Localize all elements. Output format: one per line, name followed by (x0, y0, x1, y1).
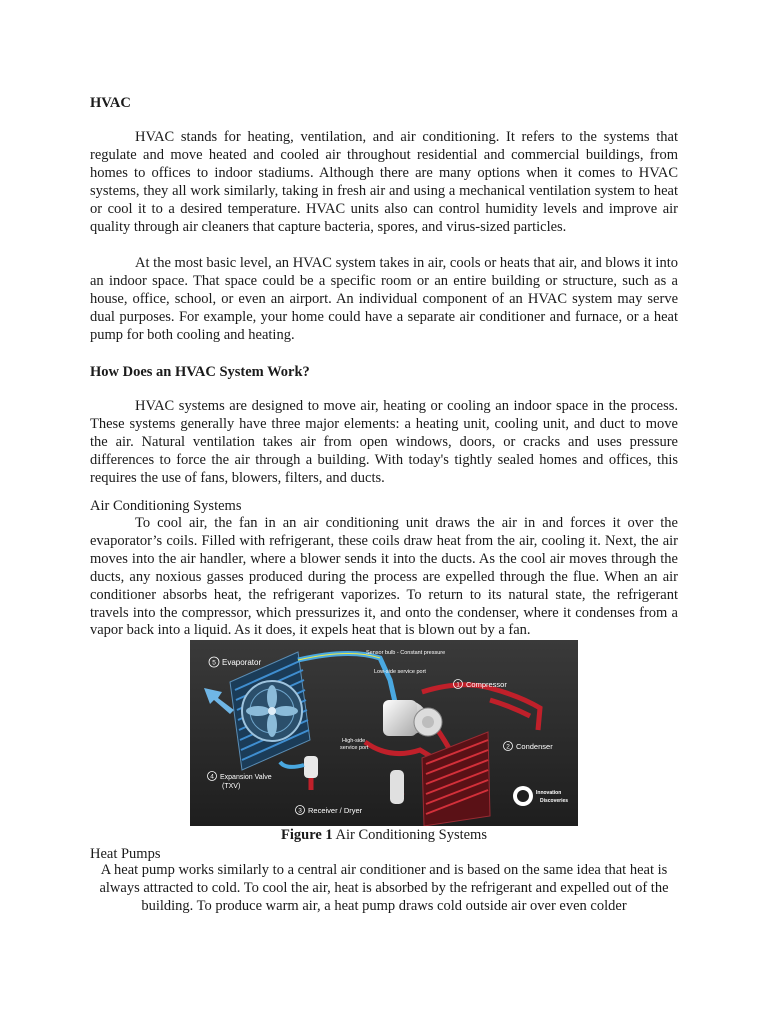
lowside-label: Low-side service port (374, 669, 426, 675)
highside-label-2: service port (340, 745, 369, 751)
svg-text:Innovation: Innovation (536, 790, 562, 796)
figure-caption (90, 826, 678, 844)
heat-pumps-heading: Heat Pumps (90, 846, 161, 862)
svg-text:Expansion Valve: Expansion Valve (220, 774, 272, 781)
svg-text:Discoveries: Discoveries (540, 798, 569, 804)
svg-text:4: 4 (210, 773, 214, 781)
receiver-dryer (390, 770, 404, 804)
svg-text:1: 1 (456, 681, 460, 689)
svg-text:5: 5 (212, 659, 216, 667)
svg-text:(TXV): (TXV) (222, 783, 241, 790)
svg-text:Receiver / Dryer: Receiver / Dryer (308, 806, 363, 815)
ac-system-diagram (190, 640, 578, 826)
figure-caption-text: Air Conditioning Systems (332, 827, 487, 843)
svg-text:3: 3 (298, 807, 302, 815)
section-paragraph-1: HVAC systems are designed to move air, heating or cooling an indoor space in the process. These systems generally have three major elements: a heating unit, cooling unit, and duct to move the air. Natural ventilation takes air from open windows, doors, or cracks and uses pressure differences to force the air through a building. With today's tightly sealed homes and offices, this requires the use of fans, blowers, filters, and ducts. (90, 398, 678, 486)
sensor-label: Sensor bulb - Constant pressure (366, 650, 446, 656)
svg-text:Compressor: Compressor (466, 680, 507, 689)
svg-text:Condenser: Condenser (516, 742, 553, 751)
figure-caption-label: Figure 1 (281, 827, 333, 843)
svg-text:2: 2 (506, 743, 510, 751)
document-title: HVAC (90, 95, 131, 111)
svg-text:Evaporator: Evaporator (222, 658, 262, 667)
intro-paragraph-1: HVAC stands for heating, ventilation, and air conditioning. It refers to the systems that regulate and move heated and cooled air throughout residential and commercial buildings, from homes to offices to indoor stadiums. Although there are many options when it comes to HVAC systems, they all work similarly, taking in fresh air and using a mechanical ventilation system to heat or cool it to a desired temperature. HVAC units also can control humidity levels and improve air quality through air cleaners that capture bacteria, spores, and virus-sized particles. (90, 129, 678, 235)
ac-system-figure (190, 640, 578, 826)
section-heading: How Does an HVAC System Work? (90, 364, 310, 380)
ac-heading: Air Conditioning Systems (90, 498, 242, 514)
intro-paragraph-2: At the most basic level, an HVAC system takes in air, cools or heats that air, and blows it into an indoor space. That space could be a specific room or an entire building or structure, such as a house, office, school, or even an airport. An individual component of an HVAC system may serve dual purposes. For example, your home could have a separate air conditioner and furnace, or a heat pump for both cooling and heating. (90, 255, 678, 343)
ac-paragraph: To cool air, the fan in an air conditioning unit draws the air in and forces it over the evaporator’s coils. Filled with refrigerant, these coils draw heat from the air, cooling it. Next, the air moves into the air handler, where a blower sends it into the ducts. As the cool air moves through the ducts, any noxious gasses produced during the process are expelled through the flue. When an air conditioner absorbs heat, the refrigerant vaporizes. To return to its natural state, the refrigerant travels into the compressor, which pressurizes it, and onto the condenser, where it condenses from a vapor back into a liquid. As it does, it expels heat that is blown out by a fan. (90, 515, 678, 639)
highside-label-1: High-side (342, 738, 366, 744)
heat-pumps-paragraph: A heat pump works similarly to a central air conditioner and is based on the same idea that heat is always attracted to cold. To cool the air, heat is absorbed by the refrigerant and expelled out of the building. To produce warm air, a heat pump draws cold outside air over even colder (99, 862, 669, 914)
